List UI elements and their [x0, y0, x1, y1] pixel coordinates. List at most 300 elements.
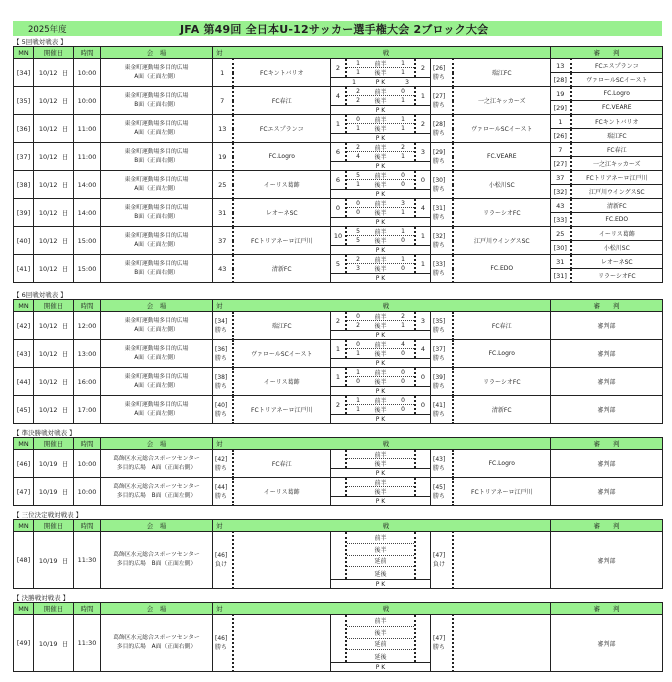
score-box: [331, 396, 431, 424]
half-score-a: 2: [356, 322, 360, 329]
match-day: 日: [61, 181, 69, 189]
venue: 葛飾区水元総合スポーツセンター 多目的広場 A面（正面右側）: [101, 615, 213, 672]
col-time: 時間: [74, 300, 101, 312]
col-match-right: 戦: [382, 302, 390, 310]
half-row: [347, 368, 414, 377]
half-score-b: 1: [401, 209, 405, 216]
team-a: FC春江: [233, 87, 331, 115]
half-score-a: 5: [356, 227, 360, 235]
total-score-b: 3: [420, 317, 426, 325]
period-label: 延後: [374, 653, 387, 661]
match-day: 日: [61, 460, 69, 468]
total-score-a: 0: [335, 204, 341, 212]
match-number: [40]: [14, 227, 34, 255]
pk-row: [331, 161, 430, 170]
total-score-a: 6: [335, 176, 341, 184]
venue: 東金町運動場多目的広場 B面（正面右側）: [101, 199, 213, 227]
match-day: 日: [61, 378, 69, 386]
match-time: 11:30: [74, 532, 101, 589]
col-referee: 審 判: [551, 300, 663, 312]
match-date: 10/12 日: [34, 368, 74, 396]
match-date: 10/12 日: [34, 312, 74, 340]
seed-b: [37] 勝ち: [431, 340, 453, 368]
seed-a: 37: [213, 227, 233, 255]
half-score-a: 1: [356, 406, 360, 413]
section-final: 【 決勝戦対戦表 】: [13, 594, 70, 602]
half-score-b: 4: [401, 340, 405, 348]
col-venue: 会 場: [101, 520, 213, 532]
half-score-a: 0: [356, 115, 360, 123]
table-row: [14, 255, 663, 269]
col-match-left: 対: [216, 302, 223, 310]
match-number: [43]: [14, 340, 34, 368]
col-match: [213, 520, 551, 532]
half-score-a: 1: [356, 125, 360, 132]
total-score-b: 1: [420, 260, 426, 268]
seed-b: [31] 勝ち: [431, 199, 453, 227]
match-day: 日: [61, 237, 69, 245]
team-b: FC.VEARE: [453, 143, 551, 171]
col-mn: MN: [14, 520, 34, 532]
half-label: 前半: [374, 172, 387, 180]
result-label: 勝ち: [433, 354, 446, 362]
result-label: 勝ち: [433, 213, 446, 221]
ref-seed-1: 7: [551, 143, 571, 157]
table-header: [14, 520, 663, 532]
ref-team-1: FCトリアネーロ江戸川: [571, 171, 663, 185]
half-label: 後半: [374, 266, 387, 273]
ref-team-2: ヴァロールSCイースト: [571, 73, 663, 87]
match-time: 12:00: [74, 312, 101, 340]
team-a: イーリス葛飾: [233, 368, 331, 396]
pk-label: P K: [375, 415, 386, 423]
seed-a: 13: [213, 115, 233, 143]
period-row: [347, 627, 414, 639]
match-time: 15:00: [74, 227, 101, 255]
half-score-a: 2: [356, 97, 360, 104]
result-label: 勝ち: [433, 382, 446, 390]
ref-team-1: イーリス葛飾: [571, 227, 663, 241]
ref-team-1: FCキントバリオ: [571, 115, 663, 129]
seed-b: [39] 勝ち: [431, 368, 453, 396]
team-a: [233, 615, 331, 672]
result-label: 勝ち: [433, 101, 446, 109]
table-header: [14, 47, 663, 59]
match-day: 日: [61, 639, 69, 648]
half-label: 後半: [374, 461, 387, 468]
seed-b: [43] 勝ち: [431, 450, 453, 478]
pk-label: P K: [375, 663, 386, 671]
half-score-b: 1: [401, 255, 405, 263]
referee-dept: 審判部: [551, 450, 663, 478]
ref-team-1: FCエスプランコ: [571, 59, 663, 73]
col-match-right: 戦: [382, 605, 390, 613]
pk-row: [331, 133, 430, 142]
half-score-b: 1: [401, 153, 405, 160]
score-box: [331, 143, 431, 171]
total-score-a: 2: [335, 401, 341, 409]
match-time: 14:00: [74, 199, 101, 227]
match-date: 10/12 日: [34, 340, 74, 368]
total-score-b: 4: [420, 204, 426, 212]
half-row: [347, 377, 414, 386]
team-a: 瑞江FC: [233, 312, 331, 340]
half-score-b: 2: [401, 312, 405, 320]
venue: 東金町運動場多目的広場 A面（正面左側）: [101, 396, 213, 424]
half-score-b: 1: [401, 125, 405, 132]
col-match: [213, 603, 551, 615]
team-a: イーリス葛飾: [233, 171, 331, 199]
match-time: 17:00: [74, 396, 101, 424]
venue: 東金町運動場多目的広場 A面（正面左側）: [101, 115, 213, 143]
venue: 東金町運動場多目的広場 A面（正面左側）: [101, 368, 213, 396]
half-label: 後半: [374, 126, 387, 133]
team-a: FCキントバリオ: [233, 59, 331, 87]
half-row: [347, 143, 414, 152]
half-score-b: 0: [401, 396, 405, 404]
match-time: 10:00: [74, 59, 101, 87]
table-row: [14, 199, 663, 213]
period-label: 延前: [374, 641, 387, 649]
team-a: FC.Logro: [233, 143, 331, 171]
ref-seed-1: 43: [551, 199, 571, 213]
pk-row: [331, 77, 430, 86]
total-score-b: 0: [420, 401, 426, 409]
table-row: [14, 532, 663, 589]
score-box: [331, 115, 431, 143]
match-time: 15:00: [74, 255, 101, 283]
pk-label: P K: [375, 274, 386, 282]
match-day: 日: [61, 69, 69, 77]
team-b: ヴァロールSCイースト: [453, 115, 551, 143]
pk-row: [331, 468, 430, 477]
match-number: [38]: [14, 171, 34, 199]
total-score-b: 2: [420, 64, 426, 72]
half-score-b: 0: [401, 181, 405, 188]
half-label: 前半: [374, 479, 387, 487]
pk-label: P K: [375, 580, 386, 588]
ref-team-2: リラーシオFC: [571, 269, 663, 283]
team-b: 清新FC: [453, 396, 551, 424]
half-score-a: 1: [356, 59, 360, 67]
half-row: [347, 450, 414, 459]
period-label: 前半: [374, 534, 387, 542]
match-date: 10/19 日: [34, 615, 74, 672]
match-number: [46]: [14, 450, 34, 478]
half-row: [347, 405, 414, 414]
match-day: 日: [61, 406, 69, 414]
ref-seed-2: [26]: [551, 129, 571, 143]
match-time: 10:00: [74, 478, 101, 506]
half-label: 前半: [374, 116, 387, 124]
team-a: FC春江: [233, 450, 331, 478]
pk-label: P K: [375, 78, 386, 86]
pk-row: [331, 386, 430, 395]
ref-team-1: レオーネSC: [571, 255, 663, 269]
half-label: 前半: [374, 144, 387, 152]
half-row: [347, 96, 414, 105]
half-row: [347, 478, 414, 487]
period-label: 延前: [374, 558, 387, 566]
match-time: 10:00: [74, 87, 101, 115]
score-box: [331, 450, 431, 478]
referee-dept: 審判部: [551, 340, 663, 368]
total-score-b: 3: [420, 148, 426, 156]
seed-a: 43: [213, 255, 233, 283]
match-date: 10/12 日: [34, 396, 74, 424]
venue: 東金町運動場多目的広場 B面（正面右側）: [101, 255, 213, 283]
col-mn: MN: [14, 300, 34, 312]
pk-label: P K: [375, 106, 386, 114]
half-label: 前半: [374, 313, 387, 321]
period-row: [347, 650, 414, 662]
pk-label: P K: [375, 218, 386, 226]
match-number: [34]: [14, 59, 34, 87]
section-round5: 【 5回戦対戦表 】: [13, 38, 67, 46]
pk-score-a: 1: [352, 78, 356, 86]
seed-a: [46] 負け: [213, 532, 233, 589]
pk-row: [331, 414, 430, 423]
match-time: 13:00: [74, 340, 101, 368]
period-row: [347, 532, 414, 544]
half-label: 前半: [374, 397, 387, 405]
score-box: [331, 59, 431, 87]
seed-b: [28] 勝ち: [431, 115, 453, 143]
seed-a: 31: [213, 199, 233, 227]
match-time: 10:00: [74, 450, 101, 478]
seed-b: [32] 勝ち: [431, 227, 453, 255]
half-score-b: 1: [401, 115, 405, 123]
ref-team-2: 小松川SC: [571, 241, 663, 255]
total-score-b: 1: [420, 232, 426, 240]
seed-a: [34] 勝ち: [213, 312, 233, 340]
team-a: FCエスプランコ: [233, 115, 331, 143]
ref-seed-1: 31: [551, 255, 571, 269]
venue: 葛飾区水元総合スポーツセンター 多目的広場 A面（正面右側）: [101, 450, 213, 478]
match-time: 11:00: [74, 143, 101, 171]
team-b: FC.Logro: [453, 450, 551, 478]
pk-label: P K: [375, 246, 386, 254]
match-day: 日: [61, 265, 69, 273]
seed-b: [30] 勝ち: [431, 171, 453, 199]
col-mn: MN: [14, 438, 34, 450]
half-label: 後半: [374, 351, 387, 358]
team-b: [453, 615, 551, 672]
venue: 東金町運動場多目的広場 A面（正面左側）: [101, 312, 213, 340]
ref-seed-1: 19: [551, 87, 571, 101]
result-label: 勝ち: [433, 241, 446, 249]
total-score-a: 2: [335, 317, 341, 325]
match-number: [35]: [14, 87, 34, 115]
pk-label: P K: [375, 190, 386, 198]
team-b: 一之江キッカーズ: [453, 87, 551, 115]
score-box: [331, 227, 431, 255]
period-label: 後半: [374, 629, 387, 637]
seed-b: [33] 勝ち: [431, 255, 453, 283]
half-row: [347, 255, 414, 264]
match-number: [41]: [14, 255, 34, 283]
match-day: 日: [61, 322, 69, 330]
half-row: [347, 340, 414, 349]
pk-label: P K: [375, 497, 386, 505]
ref-seed-1: 1: [551, 115, 571, 129]
team-b: リラーシオFC: [453, 368, 551, 396]
seed-b: [29] 勝ち: [431, 143, 453, 171]
match-day: 日: [61, 97, 69, 105]
period-row: [347, 544, 414, 556]
pk-row: [331, 273, 430, 282]
match-number: [47]: [14, 478, 34, 506]
seed-b: [27] 勝ち: [431, 87, 453, 115]
half-row: [347, 459, 414, 468]
score-box: [331, 532, 431, 589]
table-row: [14, 143, 663, 157]
half-row: [347, 199, 414, 208]
ref-seed-1: 37: [551, 171, 571, 185]
score-box: [331, 312, 431, 340]
half-score-b: 0: [401, 368, 405, 376]
table-header: [14, 300, 663, 312]
referee-dept: 審判部: [551, 368, 663, 396]
total-score-a: 10: [333, 232, 343, 240]
ref-team-2: 瑞江FC: [571, 129, 663, 143]
team-a: [233, 532, 331, 589]
half-label: 後半: [374, 154, 387, 161]
seed-a: 19: [213, 143, 233, 171]
seed-b: [41] 勝ち: [431, 396, 453, 424]
ref-team-2: FC.EDO: [571, 213, 663, 227]
seed-b: [26] 勝ち: [431, 59, 453, 87]
half-label: 後半: [374, 323, 387, 330]
pk-row: [331, 217, 430, 226]
col-match-left: 対: [216, 440, 223, 448]
match-date: 10/12 日: [34, 199, 74, 227]
ref-seed-2: [32]: [551, 185, 571, 199]
half-row: [347, 236, 414, 245]
score-box: [331, 340, 431, 368]
seed-b: [47] 勝ち: [431, 615, 453, 672]
half-score-b: 0: [401, 350, 405, 357]
half-score-b: 0: [401, 406, 405, 413]
col-date: 開催日: [34, 520, 74, 532]
half-label: 後半: [374, 238, 387, 245]
match-date: 10/19 日: [34, 478, 74, 506]
score-box: [331, 615, 431, 672]
half-label: 前半: [374, 369, 387, 377]
pk-score-b: 3: [405, 78, 409, 86]
col-match: [213, 438, 551, 450]
seed-a: [46] 勝ち: [213, 615, 233, 672]
half-label: 前半: [374, 200, 387, 208]
match-number: [37]: [14, 143, 34, 171]
half-label: 後半: [374, 489, 387, 496]
team-a: 清新FC: [233, 255, 331, 283]
match-date: 10/12 日: [34, 143, 74, 171]
seed-a: [44] 勝ち: [213, 478, 233, 506]
score-box: [331, 199, 431, 227]
team-a: ヴァロールSCイースト: [233, 340, 331, 368]
half-score-a: 3: [356, 265, 360, 272]
score-box: [331, 478, 431, 506]
seed-a: 7: [213, 87, 233, 115]
half-score-b: 3: [401, 199, 405, 207]
half-score-b: 1: [401, 59, 405, 67]
col-match: [213, 47, 551, 59]
ref-seed-1: 13: [551, 59, 571, 73]
total-score-a: 6: [335, 148, 341, 156]
result-label: 勝ち: [433, 157, 446, 165]
pk-label: P K: [375, 134, 386, 142]
half-score-a: 1: [356, 350, 360, 357]
seed-a: 1: [213, 59, 233, 87]
result-label: 勝ち: [433, 73, 446, 81]
referee-dept: 審判部: [551, 312, 663, 340]
match-number: [36]: [14, 115, 34, 143]
half-label: 前半: [374, 88, 387, 96]
col-referee: 審 判: [551, 438, 663, 450]
referee-dept: 審判部: [551, 478, 663, 506]
col-referee: 審 判: [551, 603, 663, 615]
ref-team-1: FC.Logro: [571, 87, 663, 101]
seed-a: 25: [213, 171, 233, 199]
team-b: 瑞江FC: [453, 59, 551, 87]
half-row: [347, 59, 414, 68]
half-row: [347, 227, 414, 236]
total-score-a: 2: [335, 64, 341, 72]
match-day: 日: [61, 125, 69, 133]
team-b: FC.Logro: [453, 340, 551, 368]
venue: 東金町運動場多目的広場 A面（正面左側）: [101, 171, 213, 199]
pk-label: P K: [375, 469, 386, 477]
half-score-a: 0: [356, 340, 360, 348]
half-row: [347, 312, 414, 321]
table-row: [14, 87, 663, 101]
half-row: [347, 152, 414, 161]
col-time: 時間: [74, 438, 101, 450]
half-score-a: 1: [356, 181, 360, 188]
ref-seed-2: [30]: [551, 241, 571, 255]
result-label: 勝ち: [433, 185, 446, 193]
match-date: 10/12 日: [34, 227, 74, 255]
result-label: 勝ち: [433, 326, 446, 334]
ref-team-2: FC.VEARE: [571, 101, 663, 115]
half-row: [347, 487, 414, 496]
half-score-a: 2: [356, 87, 360, 95]
col-venue: 会 場: [101, 47, 213, 59]
total-score-a: 4: [335, 92, 341, 100]
match-number: [44]: [14, 368, 34, 396]
half-score-b: 0: [401, 378, 405, 385]
match-number: [48]: [14, 532, 34, 589]
match-date: 10/19 日: [34, 532, 74, 589]
half-score-a: 0: [356, 312, 360, 320]
half-label: 前半: [374, 228, 387, 236]
match-date: 10/12 日: [34, 87, 74, 115]
team-a: レオーネSC: [233, 199, 331, 227]
half-row: [347, 349, 414, 358]
match-day: 日: [61, 209, 69, 217]
match-time: 11:30: [74, 615, 101, 672]
total-score-a: 1: [335, 345, 341, 353]
pk-label: P K: [375, 387, 386, 395]
match-date: 10/12 日: [34, 59, 74, 87]
seed-b: [45] 勝ち: [431, 478, 453, 506]
half-label: 前半: [374, 341, 387, 349]
half-label: 後半: [374, 98, 387, 105]
half-score-a: 1: [356, 69, 360, 76]
col-referee: 審 判: [551, 47, 663, 59]
half-score-b: 1: [401, 322, 405, 329]
